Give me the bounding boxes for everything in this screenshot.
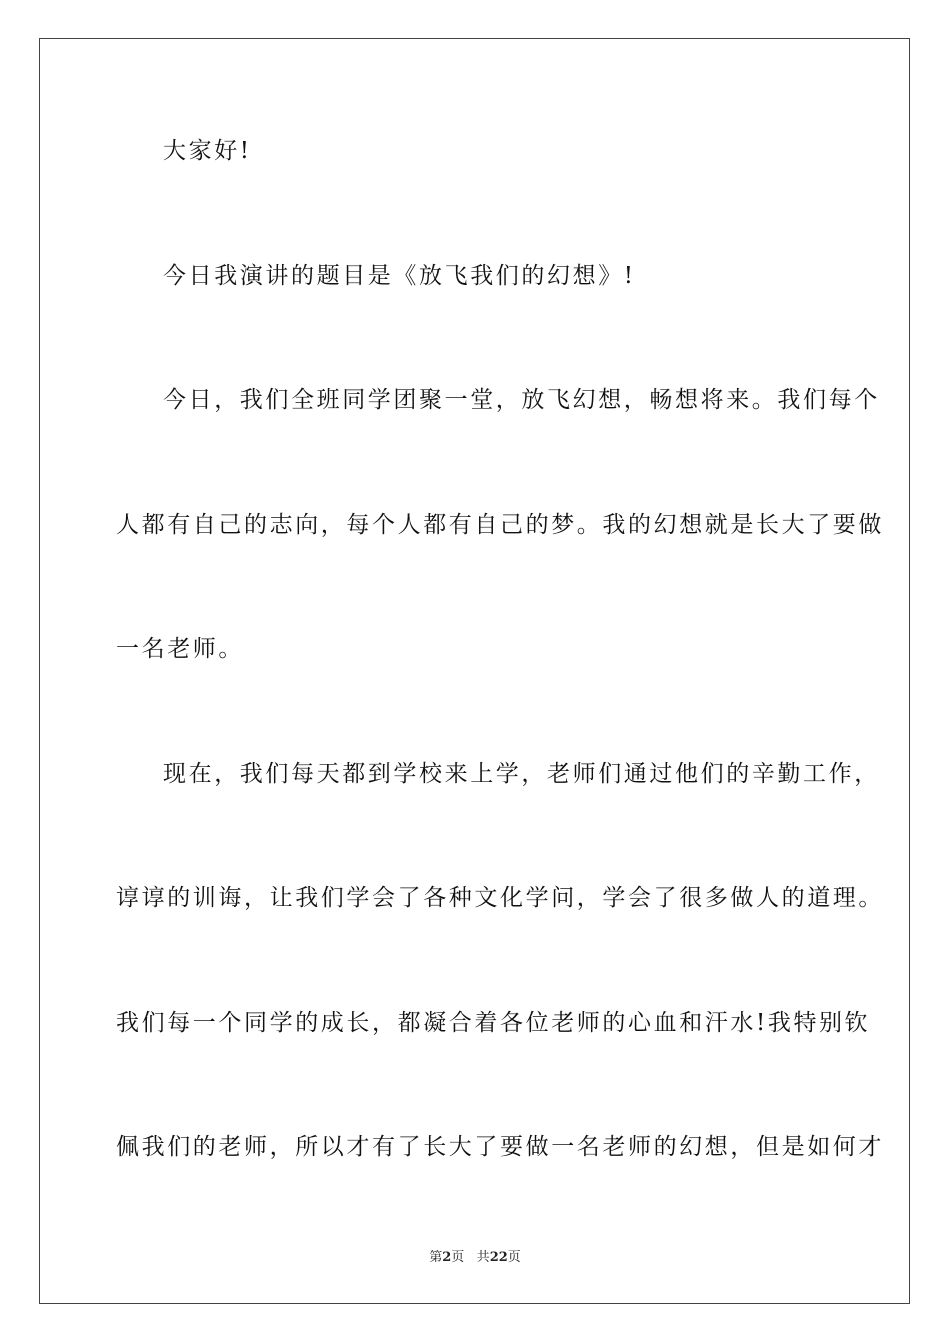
paragraph-1-line-3: 一名老师。 — [116, 636, 244, 662]
page-frame — [39, 38, 910, 1304]
footer-page-number: 2 — [442, 1250, 452, 1265]
footer-total-prefix: 共 — [476, 1250, 490, 1265]
page-footer — [0, 1249, 950, 1267]
footer-page-suffix: 页 — [451, 1250, 465, 1265]
speech-title-line: 今日我演讲的题目是《放飞我们的幻想》! — [163, 263, 636, 289]
greeting-line: 大家好! — [163, 138, 252, 164]
footer-total-suffix: 页 — [507, 1250, 521, 1265]
paragraph-1-line-1: 今日，我们全班同学团聚一堂，放飞幻想，畅想将来。我们每个 — [163, 387, 880, 413]
paragraph-2-line-4: 佩我们的老师，所以才有了长大了要做一名老师的幻想，但是如何才 — [116, 1134, 884, 1160]
footer-page-prefix: 第 — [429, 1250, 443, 1265]
paragraph-1-line-2: 人都有自己的志向，每个人都有自己的梦。我的幻想就是长大了要做 — [116, 512, 884, 538]
paragraph-2-line-2: 谆谆的训诲，让我们学会了各种文化学问，学会了很多做人的道理。 — [116, 885, 884, 911]
paragraph-2-line-1: 现在，我们每天都到学校来上学，老师们通过他们的辛勤工作， — [163, 761, 880, 787]
footer-total-number: 22 — [489, 1250, 508, 1265]
paragraph-2-line-3: 我们每一个同学的成长，都凝合着各位老师的心血和汗水!我特别钦 — [116, 1010, 871, 1036]
